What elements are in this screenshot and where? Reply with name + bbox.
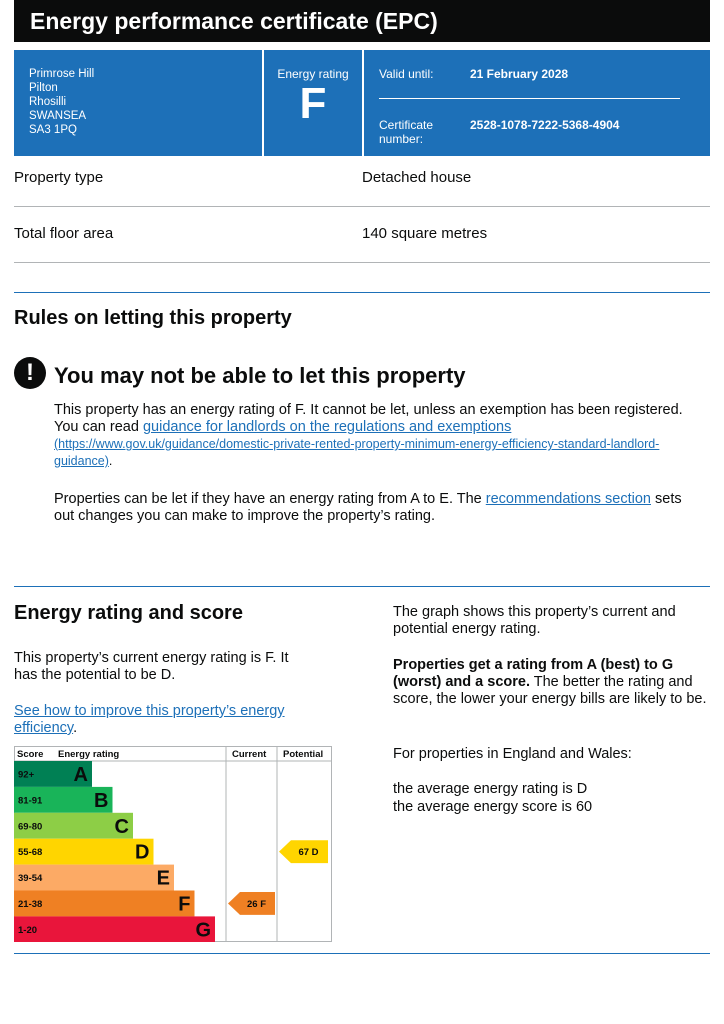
score-range-label: 92+ — [18, 769, 35, 781]
floor-area-label: Total floor area — [14, 225, 114, 242]
rating-bar — [51, 865, 174, 891]
rating-bar — [51, 891, 195, 917]
chart-header-label: Potential — [283, 749, 324, 760]
energy-rating-chart — [14, 746, 332, 942]
rating-letter: A — [73, 763, 88, 786]
rating-letter: F — [178, 893, 191, 916]
rating-bar — [51, 916, 215, 942]
section-divider — [14, 953, 710, 954]
section-divider — [14, 292, 710, 293]
letting-text-2: Properties can be let if they have an energy rating from A to E. The — [54, 491, 486, 507]
england-wales-text: For properties in England and Wales: — [393, 746, 632, 762]
rating-letter: C — [114, 815, 129, 838]
letting-text-2-end: sets out changes you can make to improve the property’s rating. — [54, 491, 682, 524]
floor-area-value: 140 square metres — [362, 225, 488, 242]
score-range-label: 81-91 — [18, 795, 43, 807]
score-range-label: 1-20 — [18, 924, 38, 936]
current-rating-text: This property’s current energy rating is F. It has the potential to be D. — [14, 650, 289, 683]
score-range-label: 69-80 — [18, 821, 43, 833]
certificate-header — [14, 50, 710, 156]
chart-header-label: Score — [17, 749, 44, 760]
divider — [379, 98, 680, 99]
graph-description: The graph shows this property’s current and potential energy rating. — [393, 604, 676, 637]
warning-heading: You may not be able to let this property — [54, 363, 466, 388]
letting-paragraph-1 — [54, 402, 694, 470]
chart-header-label: Current — [232, 749, 267, 760]
rating-explanation — [393, 657, 713, 708]
chart-header-label: Energy rating — [58, 749, 120, 760]
address-line: Primrose Hill — [29, 68, 95, 80]
rating-letter: B — [94, 789, 109, 812]
rating-block — [264, 50, 362, 156]
floor-area-row — [14, 212, 710, 263]
rating-letter: E — [156, 867, 170, 890]
guidance-url-link[interactable]: (https://www.gov.uk/guidance/domestic-private-rented-property-minimum-energy-efficiency-standard-landlord-guidance) — [54, 437, 660, 468]
valid-until-label: Valid until: — [379, 67, 434, 81]
validity-block — [364, 50, 710, 156]
address-line: Pilton — [29, 82, 58, 94]
address-line: Rhosilli — [29, 96, 67, 108]
page-title: Energy performance certificate (EPC) — [30, 8, 438, 34]
potential-score-label: 67 D — [298, 847, 319, 859]
improve-efficiency-link[interactable]: See how to improve this property’s energy efficiency — [14, 703, 285, 736]
improve-paragraph — [14, 703, 324, 737]
property-type-row — [14, 156, 710, 207]
score-range-label: 55-68 — [18, 847, 43, 859]
period: . — [108, 454, 113, 468]
warning-icon: ! — [14, 357, 46, 389]
current-score-label: 26 F — [246, 898, 267, 910]
average-rating-text: the average energy rating is D — [393, 781, 588, 797]
rating-letter: G — [195, 919, 211, 942]
address-line: SWANSEA — [29, 110, 87, 122]
rating-explanation-bold: Properties get a rating from A (best) to G (worst) and a score. — [393, 657, 674, 690]
address-block — [14, 50, 262, 156]
rating-value: F — [299, 79, 327, 128]
score-range-label: 39-54 — [18, 873, 43, 885]
letting-paragraph-2 — [54, 491, 704, 525]
energy-heading: Energy rating and score — [14, 602, 243, 624]
address-line: SA3 1PQ — [29, 124, 77, 136]
rating-explanation-rest: The better the rating and score, the lower your energy bills are likely to be. — [393, 674, 707, 707]
certificate-number-label: Certificate number: — [379, 118, 434, 146]
average-score-text: the average energy score is 60 — [393, 799, 593, 815]
rating-label: Energy rating — [277, 67, 349, 81]
letting-text: This property has an energy rating of F. It cannot be let, unless an exemption has been registered. You can read — [54, 402, 683, 435]
section-divider — [14, 586, 710, 587]
score-range-label: 21-38 — [18, 898, 43, 910]
period: . — [73, 720, 78, 736]
property-type-value: Detached house — [362, 169, 472, 186]
certificate-number-value: 2528-1078-7222-5368-4904 — [470, 118, 620, 132]
property-type-label: Property type — [14, 169, 104, 186]
valid-until-value: 21 February 2028 — [470, 67, 569, 81]
title-bar — [14, 0, 710, 42]
landlord-guidance-link[interactable]: guidance for landlords on the regulations and exemptions — [142, 419, 512, 435]
rating-letter: D — [135, 841, 150, 864]
letting-heading: Rules on letting this property — [14, 307, 292, 329]
recommendations-link[interactable]: recommendations section — [485, 491, 651, 507]
